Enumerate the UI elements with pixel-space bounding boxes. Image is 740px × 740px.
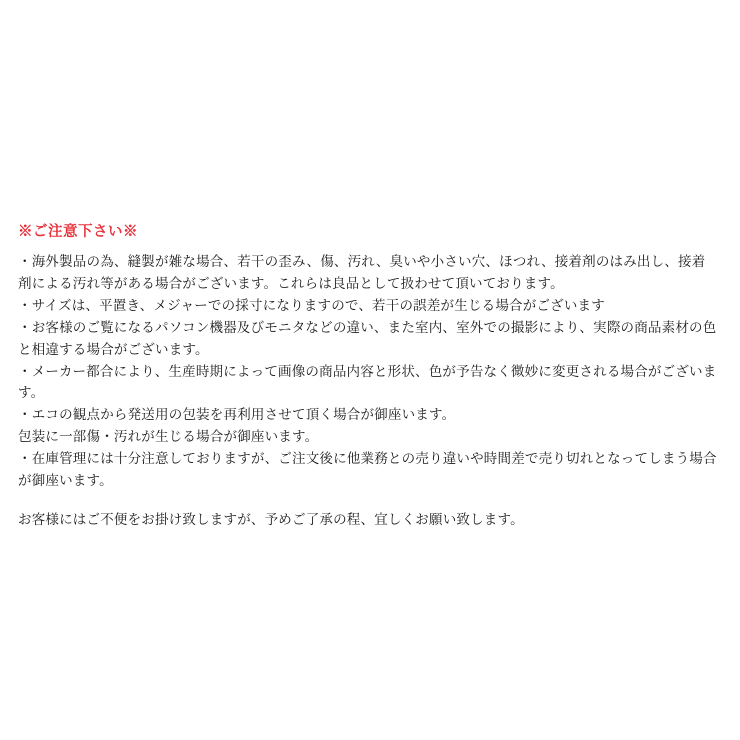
notice-closing: お客様にはご不便をお掛け致しますが、予めご了承の程、宜しくお願い致します。 [18,511,524,527]
notice-block [18,222,718,531]
notice-paragraph: ・お客様のご覧になるパソコン機器及びモニタなどの違い、また室内、室外での撮影により、実際の商品素材の色と相違する場合がございます。 [18,319,717,357]
notice-body [18,251,718,530]
notice-paragraph: 包装に一部傷・汚れが生じる場合が御座います。 [18,429,319,445]
notice-paragraph: ・海外製品の為、縫製が雑な場合、若干の歪み、傷、汚れ、臭いや小さい穴、ほつれ、接着剤のはみ出し、接着剤による汚れ等がある場合がございます。これらは良品として扱わせて頂いております。 [18,254,706,292]
notice-paragraph: ・エコの観点から発送用の包装を再利用させて頂く場合が御座います。 [18,407,456,423]
notice-heading: ※ご注意下さい※ [18,224,138,240]
notice-paragraph: ・サイズは、平置き、メジャーでの採寸になりますので、若干の誤差が生じる場合がございます [18,298,605,314]
notice-paragraph: ・在庫管理には十分注意しておりますが、ご注文後に他業務との売り違いや時間差で売り切れとなってしまう場合が御座います。 [18,451,717,488]
notice-paragraph: ・メーカー都合により、生産時期によって画像の商品内容と形状、色が予告なく微妙に変更される場合がございます。 [18,363,717,401]
